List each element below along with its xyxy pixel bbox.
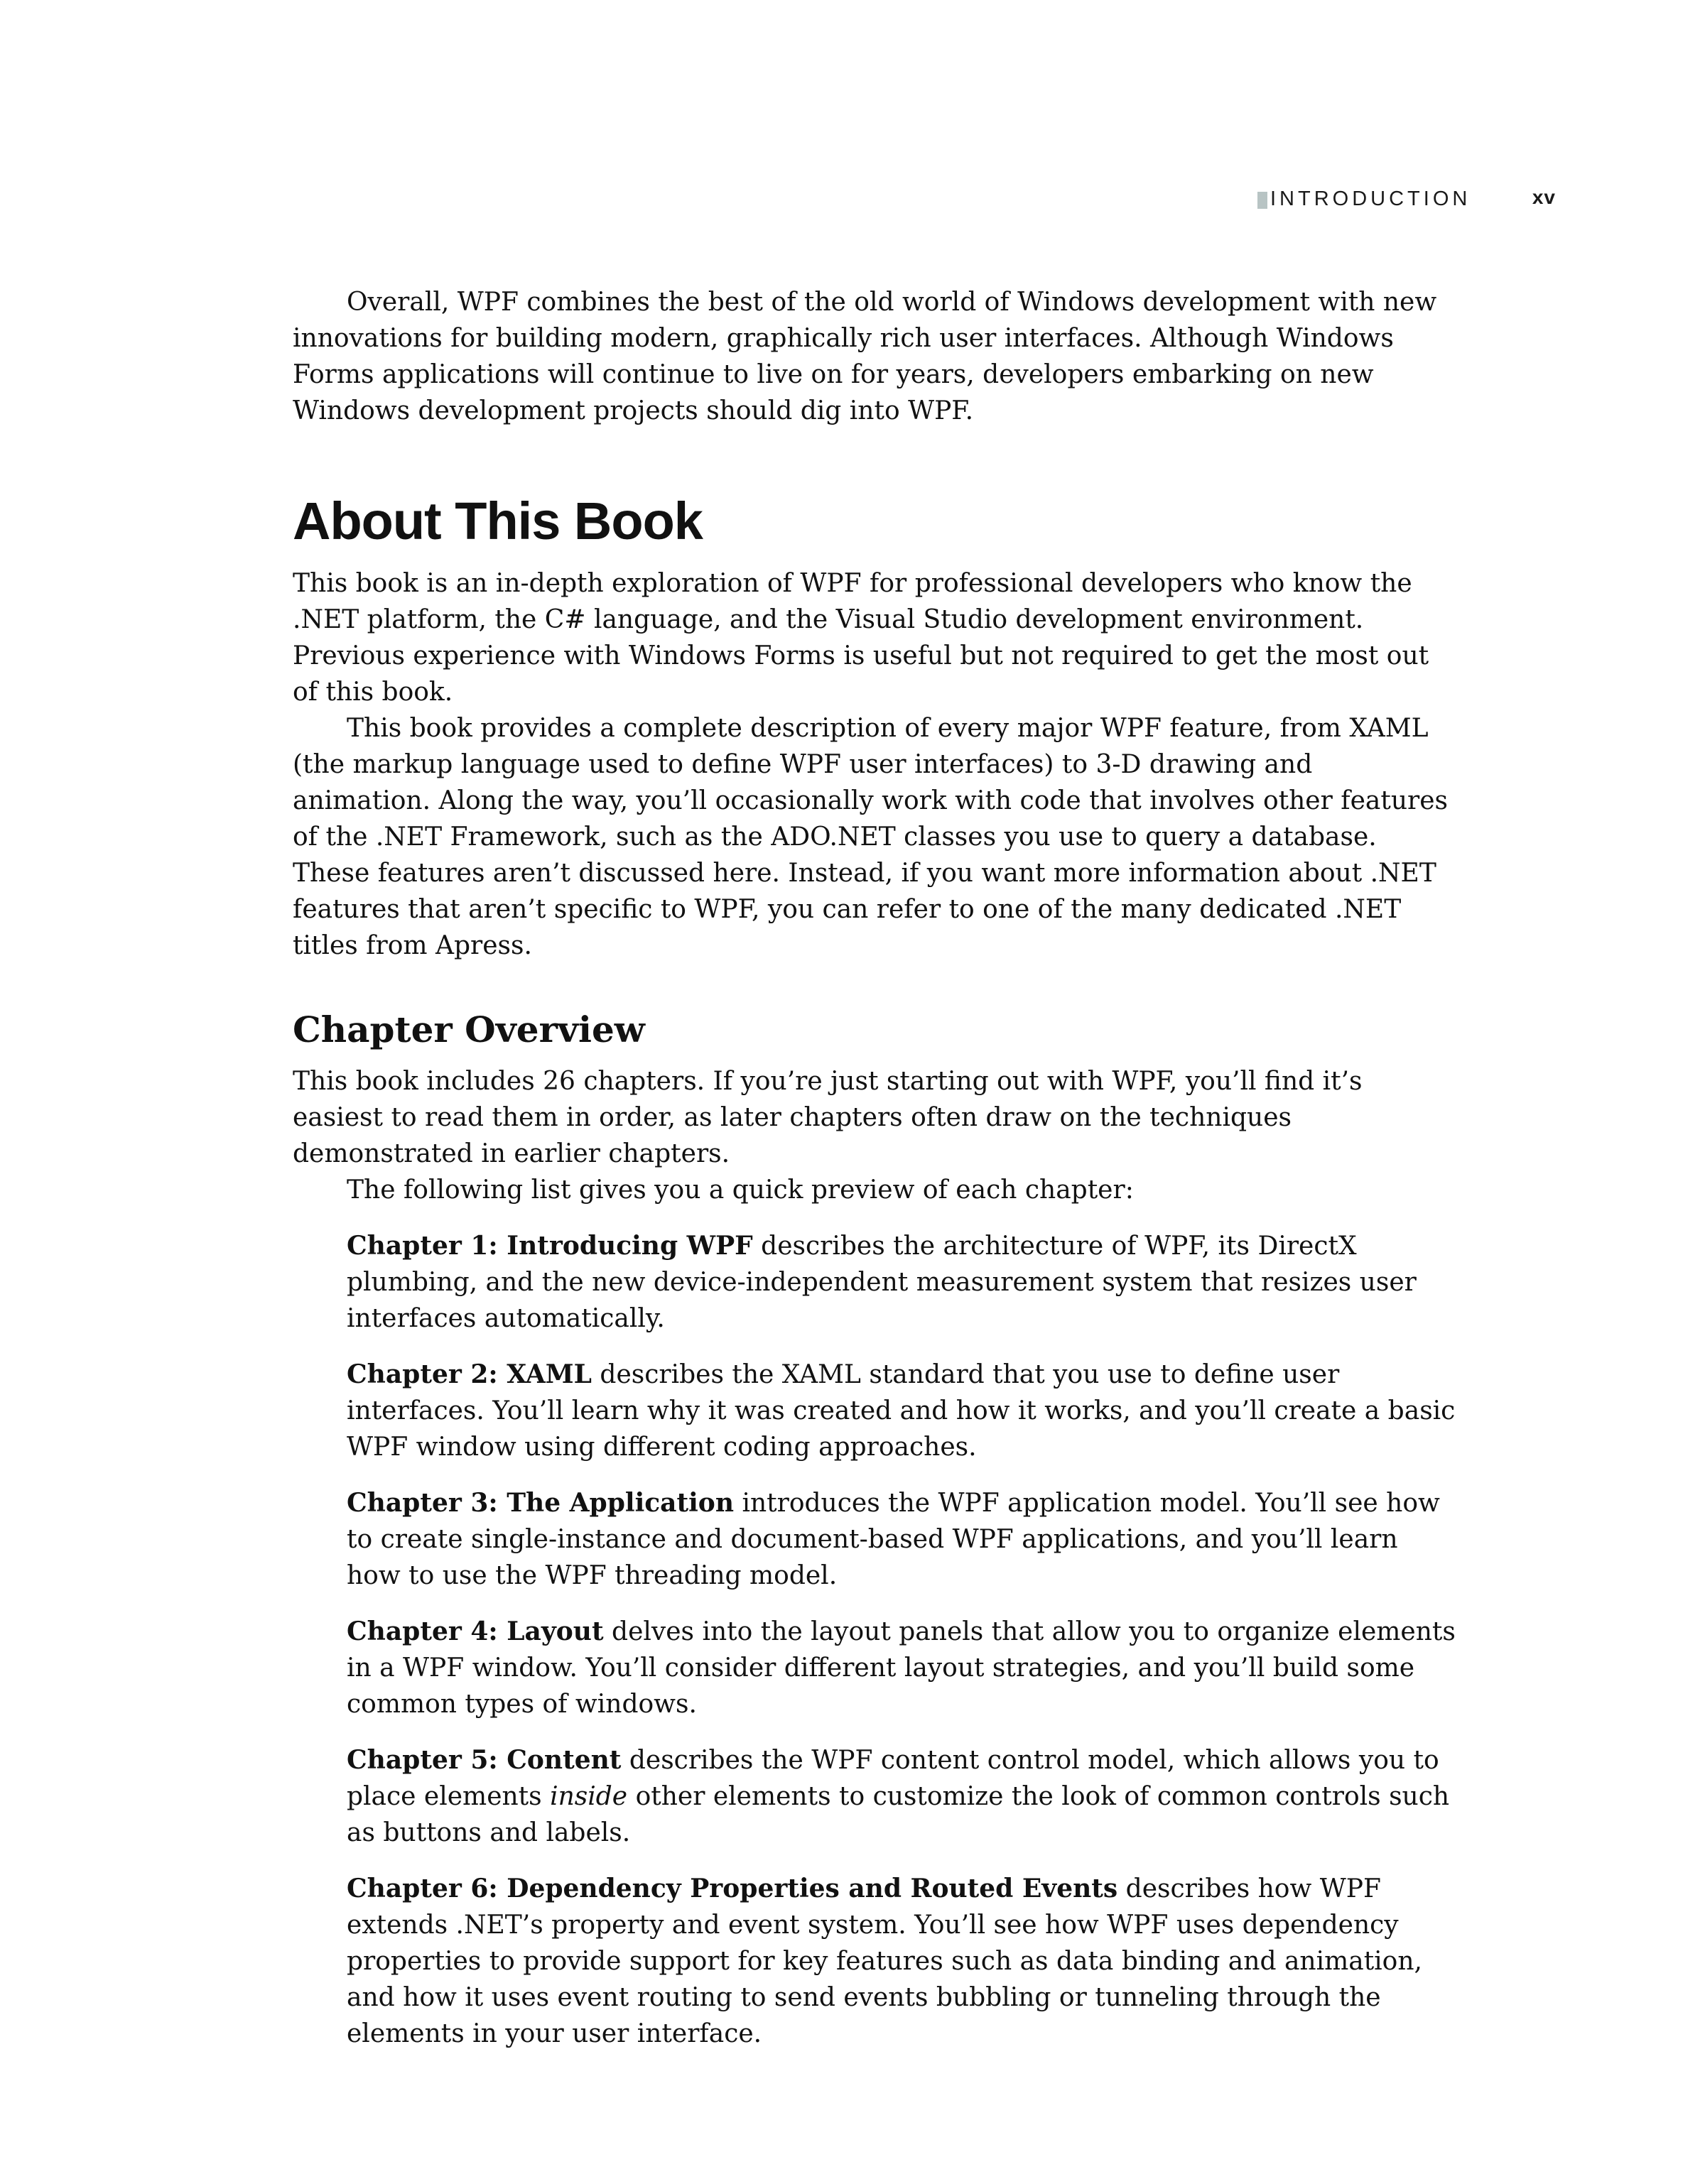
chapter-title: Chapter 1: Introducing WPF bbox=[347, 1231, 753, 1261]
overview-heading: Chapter Overview bbox=[293, 1009, 645, 1050]
chapter-description: describes how WPF extends .NET’s property and event system. You’ll see how WPF uses dependency properties to provide support for key features such as data binding and animation, and how it uses event routing to send events bubbling or tunneling through the elements in your user interface. bbox=[347, 1874, 1422, 2048]
chapter-description: introduces the WPF application model. You’ll see how to create single-instance and document-based WPF applications, and you’ll learn how to use the WPF threading model. bbox=[347, 1489, 1440, 1590]
intro-paragraph: Overall, WPF combines the best of the old world of Windows development with new innovations for building modern, graphically rich user interfaces. Although Windows Forms applications will continue to live on for years, developers embarking on new Windows development projects should dig into WPF. bbox=[293, 288, 1437, 425]
chapter-entry bbox=[347, 1228, 1458, 1337]
section-marker bbox=[1257, 192, 1267, 209]
about-paragraph-2: This book provides a complete description of every major WPF feature, from XAML (the markup language used to define WPF user interfaces) to 3-D drawing and animation. Along the way, you’ll occasionally work with code that involves other features of the .NET Framework, such as the ADO.NET classes you use to query a database. These features aren’t discussed here. Instead, if you want more information about .NET features that aren’t specific to WPF, you can refer to one of the many dedicated .NET titles from Apress. bbox=[293, 714, 1448, 960]
chapter-title: Chapter 5: Content bbox=[347, 1745, 622, 1775]
chapter-title: Chapter 6: Dependency Properties and Routed Events bbox=[347, 1874, 1118, 1903]
chapter-description: delves into the layout panels that allow you to organize elements in a WPF window. You’ll consider different layout strategies, and you’ll build some common types of windows. bbox=[347, 1617, 1456, 1719]
overview-paragraph-2: The following list gives you a quick preview of each chapter: bbox=[347, 1175, 1134, 1205]
chapter-entry bbox=[347, 1357, 1458, 1465]
overview-paragraph-1: This book includes 26 chapters. If you’re just starting out with WPF, you’ll find it’s easiest to read them in order, as later chapters often draw on the techniques demonstrated in earlier chapters. bbox=[293, 1067, 1363, 1168]
chapter-description: describes the architecture of WPF, its DirectX plumbing, and the new device-independent measurement system that resizes user interfaces automatically. bbox=[347, 1232, 1417, 1333]
chapter-title: Chapter 3: The Application bbox=[347, 1488, 734, 1518]
about-paragraph-1: This book is an in-depth exploration of WPF for professional developers who know the .NET platform, the C# language, and the Visual Studio development environment. Previous experience with Windows Forms is useful but not required to get the most out of this book. bbox=[293, 569, 1429, 707]
chapter-description: describes the XAML standard that you use to define user interfaces. You’ll learn why it was created and how it works, and you’ll create a basic WPF window using different coding approaches. bbox=[347, 1360, 1456, 1462]
chapter-entry bbox=[347, 1742, 1458, 1851]
running-head-section: INTRODUCTION bbox=[1270, 188, 1471, 210]
chapter-description-continued: other elements to customize the look of common controls such as buttons and labels. bbox=[347, 1782, 1450, 1847]
about-heading: About This Book bbox=[293, 491, 703, 550]
chapter-emphasis: inside bbox=[550, 1782, 628, 1811]
chapter-entry bbox=[347, 1614, 1458, 1722]
running-head bbox=[1257, 186, 1556, 214]
page-body bbox=[293, 284, 1458, 2072]
chapter-entry bbox=[347, 1485, 1458, 1594]
chapter-title: Chapter 2: XAML bbox=[347, 1359, 592, 1389]
chapter-title: Chapter 4: Layout bbox=[347, 1617, 604, 1646]
chapter-description: describes the WPF content control model, which allows you to place elements bbox=[347, 1746, 1439, 1811]
page-number: xv bbox=[1532, 186, 1556, 208]
chapter-entry bbox=[347, 1871, 1458, 2052]
chapter-list bbox=[293, 1228, 1458, 2052]
